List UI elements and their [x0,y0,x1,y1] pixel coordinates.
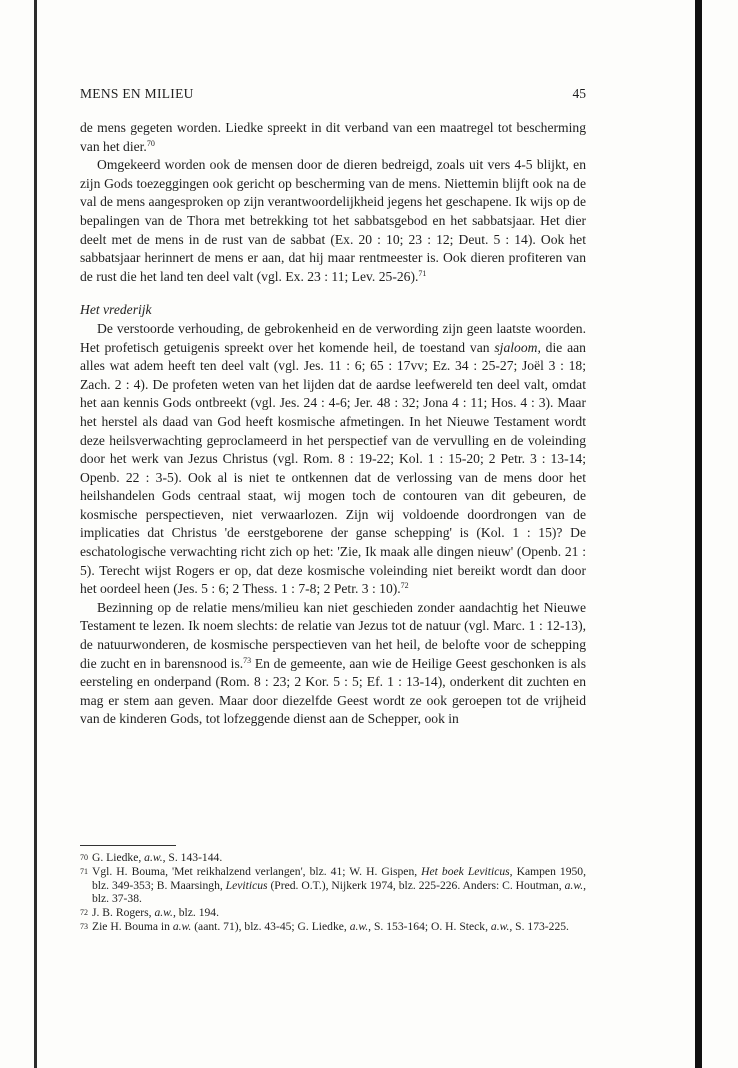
footnote-72 [80,906,586,920]
footnote-72-part: blz. 194. [175,906,220,920]
footnotes [80,851,586,934]
paragraph-3-text-a: De verstoorde verhouding, de gebrokenheid en de verwording zijn geen laatste woorden. Het profetisch getuigenis spreekt over het komende heil, de toestand van [80,320,586,355]
paragraph-1 [80,119,586,156]
paragraph-4-text-a: Bezinning op de relatie mens/milieu kan niet geschieden zonder aandachtig het Nieuwe Testament te lezen. Ik noem slechts: de relatie van Jezus tot de natuur (vgl. Marc. 1 : 12-13), de natuurwonderen, de kosmische perspectieven van het heil, de belofte voor de schepping die zucht en in barensnood is. [80,599,586,671]
footnote-ref-70: 70 [146,138,155,148]
footnote-73-italic: a.w., [490,919,513,933]
running-title: MENS EN MILIEU [80,86,194,101]
footnote-number: 73 [80,921,88,931]
footnote-73-italic: a.w., [349,919,372,933]
footnote-71-part: (Pred. O.T.), Nijkerk 1974, blz. 225-226. Anders: C. Houtman, [267,878,565,892]
footnote-text [92,851,586,865]
paragraph-4-text-b: En de gemeente, aan wie de Heilige Geest geschonken is als eersteling en onderpand (Rom. 8 : 23; 2 Kor. 5 : 5; Ef. 1 : 13-14), onderkent dit zuchten en mag er stem aan geven. Maar door diezelfde Geest wordt ze ook geroepen tot de vrijheid van de kinderen Gods, tot lofzeggende dienst aan de Schepper, ook in [80,655,586,727]
footnote-73-part: S. 173-225. [512,919,569,933]
paragraph-3-text-b: die aan alles wat adem heeft ten deel valt (vgl. Jes. 11 : 6; 65 : 17vv; Ez. 34 : 25-27; Joël 3 : 18; Zach. 2 : 4). De profeten weten van het lijden dat de aardse leefwereld ten deel valt, omdat het aan kennis Gods ontbreekt (vgl. Jes. 24 : 4-6; Jer. 48 : 32; Jona 4 : 11; Hos. 4 : 3). Maar het herstel als daad van God heeft kosmische afmetingen. In het Nieuwe Testament wordt deze heilsverwachting geproclameerd in het perspectief van de vervulling en de voleinding door het werk van Jezus Christus (vgl. Rom. 8 : 19-22; Kol. 1 : 15-20; 2 Petr. 3 : 13-14; Openb. 22 : 3-5). Ook al is niet te ontkennen dat de verlossing van de mens door het heilshandelen Gods centraal staat, wij mogen toch de contouren van dit gebeuren, de kosmische perspectieven, niet verwaarlozen. Zijn wij voldoende doordrongen van de implicaties dat Christus 'de eerstgeborene der ganse schepping' is (Kol. 1 : 15)? De eschatologische verwachting richt zich op het: 'Zie, Ik maak alle dingen nieuw' (Openb. 21 : 5). Terecht wijst Rogers er op, dat deze kosmische voleinding niet bereikt wordt dan door het oordeel heen (Jes. 5 : 6; 2 Thess. 1 : 7-8; 2 Petr. 3 : 10). [80,339,586,597]
footnote-number: 72 [80,908,88,918]
footnote-number: 71 [80,866,88,876]
footnote-ref-73: 73 [243,655,252,665]
footnote-71-part: blz. 37-38. [92,892,142,906]
paragraph-1-text: de mens gegeten worden. Liedke spreekt in dit verband van een maatregel tot bescherming van het dier. [80,120,586,154]
footnote-71-italic: Leviticus [225,878,268,892]
footnote-70-part: S. 143-144. [165,851,223,864]
paragraph-2 [80,156,586,286]
paragraph-4 [80,599,586,729]
footnote-70 [80,851,586,865]
footnote-73-italic: a.w. [172,919,192,933]
footnote-70-italic: a.w., [144,851,166,864]
footnote-71 [80,865,586,906]
footnote-72-part: J. B. Rogers, [92,906,155,920]
footnote-ref-71: 71 [418,268,427,278]
page-edge-right [695,0,702,1068]
footnote-71-part: Vgl. H. Bouma, 'Met reikhalzend verlangen', blz. 41; W. H. Gispen, [92,864,422,878]
footnote-72-italic: a.w., [154,906,176,920]
footnote-71-italic: a.w., [564,878,586,892]
footnote-separator [80,845,176,846]
running-header [80,86,586,104]
footnote-text [92,920,586,934]
paragraph-3 [80,320,586,599]
footnote-73-part: Zie H. Bouma in [92,919,173,933]
footnote-71-part: Kampen 1950, blz. 349-353; B. Maarsingh, [92,864,586,892]
section-heading: Het vrederijk [80,302,152,318]
footnote-73-part: S. 153-164; O. H. Steck, [371,919,491,933]
footnote-number: 70 [80,853,88,862]
footnote-71-italic: Het boek Leviticus, [421,864,513,878]
footnote-text [92,906,586,920]
footnote-73-part: (aant. 71), blz. 43-45; G. Liedke, [191,919,350,933]
page-edge-left [34,0,37,1068]
paragraph-2-text: Omgekeerd worden ook de mensen door de dieren bedreigd, zoals uit vers 4-5 blijkt, en zijn Gods toezeggingen ook gericht op bescherming van de mens. Niettemin blijft ook na de val de mens aangesproken op zijn verantwoordelijkheid jegens het geschapene. Ik wijs op de bepalingen van de Thora met betrekking tot het sabbatsgebod en het sabbatsjaar. Het dier deelt met de mens in de rust van de sabbat (Ex. 20 : 10; 23 : 12; Deut. 5 : 14). Ook het sabbatsjaar herinnert de mens er aan, dat hij maar rentmeester is. Ook dieren profiteren van de rust die het land ten deel valt (vgl. Ex. 23 : 11; Lev. 25-26). [80,157,586,284]
footnote-70-part: G. Liedke, [92,851,145,864]
footnote-ref-72: 72 [400,581,409,591]
main-text [80,119,586,729]
page-number: 45 [572,86,586,101]
paragraph-3-emphasis: sjaloom, [494,339,541,355]
footnote-73 [80,920,586,934]
footnote-text [92,865,586,906]
